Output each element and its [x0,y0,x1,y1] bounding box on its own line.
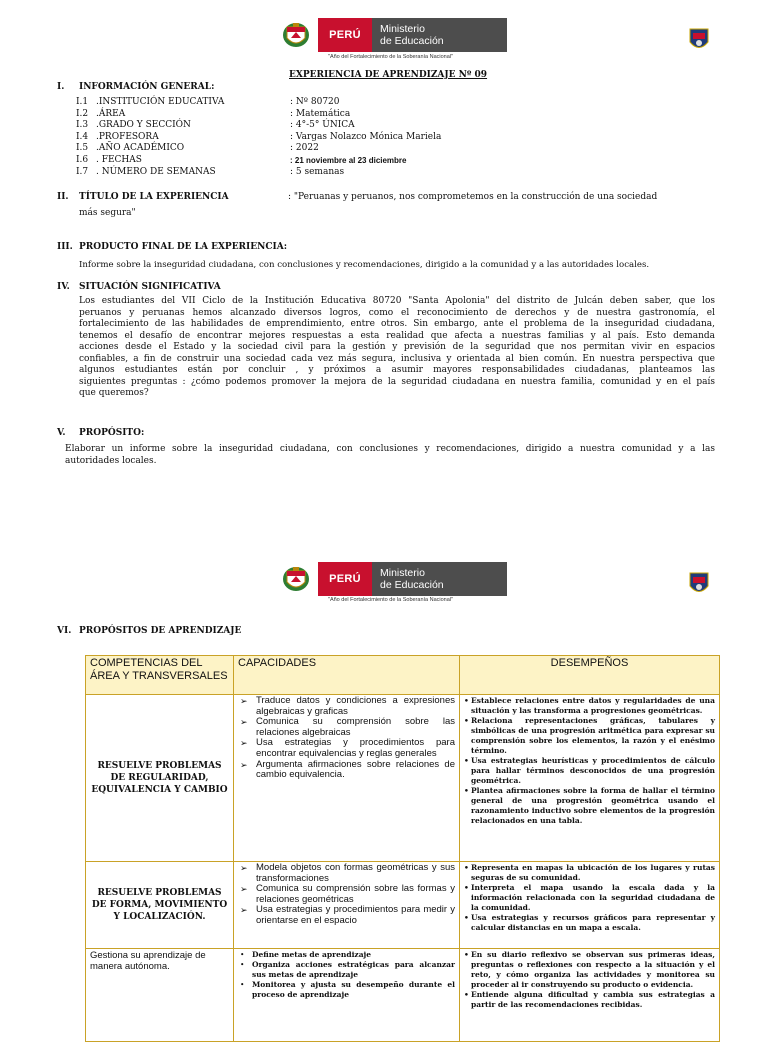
header-capacidades: CAPACIDADES [234,656,460,695]
info-label: .ÁREA [96,109,126,119]
section-2-num: II. [57,192,69,202]
desempenos-cell [460,949,720,1042]
competencia-cell: Gestiona su aprendizaje de manera autónoma. [86,949,234,1042]
section-1-num: I. [57,82,65,92]
info-num: I.5 [76,143,89,153]
header-competencias: COMPETENCIAS DEL ÁREA Y TRANSVERSALES [86,656,234,695]
desempeno-item: • Usa estrategias heurísticas y procedimientos de cálculo para hallar términos desconocidos de una progresión geométrica. [464,756,715,786]
info-num: I.1 [76,97,89,107]
info-value: : 2022 [290,143,319,153]
situation-line: peruanos y peruanas hemos alcanzado diversos logros, como el reconocimiento de derechos y de nuestra gastronomía, el [79,307,715,318]
capacidad-item: ➢ Usa estrategias y procedimientos para encontrar equivalencias y reglas generales [238,738,455,759]
info-num: I.7 [76,167,89,177]
capacidad-item: ➢ Traduce datos y condiciones a expresiones algebraicas y graficas [238,696,455,717]
capacidades-cell [234,862,460,949]
purpose-text [65,444,715,467]
capacidad-item: ➢ Comunica su comprensión sobre las formas y relaciones geométricas [238,884,455,905]
situation-line: que queremos? [79,388,149,398]
competencia-cell: RESUELVE PROBLEMAS DE FORMA, MOVIMIENTO Y LOCALIZACIÓN. [86,862,234,949]
school-shield-icon [689,27,709,53]
info-label: .PROFESORA [96,132,159,142]
situation-line: fortalecimiento de las habilidades de emprendimiento, entre otros. Sin embargo, ante el problema de la inseguridad ciudadana, [79,319,715,329]
table-row [86,862,720,949]
desempenos-cell [460,862,720,949]
desempeno-item: • Relaciona representaciones gráficas, tabulares y simbólicas de una progresión aritmética para expresar su comprensión sobre los elementos, la razón y el enésimo término. [464,716,715,756]
desempeno-item: • Plantea afirmaciones sobre la forma de hallar el término general de una progresión geométrica usando el razonamiento inductivo sobre elementos de la progresión relacionados en una tabla. [464,786,715,826]
table-row [86,949,720,1042]
capacidad-item: ➢ Argumenta afirmaciones sobre relaciones de cambio equivalencia. [238,760,455,781]
situation-line: confiables, a fin de construir una sociedad cada vez más segura, inclusiva y orientada al bien común. En nuestra perspectiva que [79,353,715,364]
situation-line: tenemos el desafío de encontrar mejores respuestas a esta realidad que afecta a nuestras familias y al país. Esto demanda [79,330,715,341]
info-label: . NÚMERO DE SEMANAS [96,167,216,177]
ministerio-line2: de Educación [380,35,444,47]
peru-coat-of-arms-icon [274,562,318,596]
final-product-text: Informe sobre la inseguridad ciudadana, con conclusiones y recomendaciones, dirigido a la comunidad y a las autoridades locales. [79,260,650,270]
info-value: : Matemática [290,109,351,119]
section-3-num: III. [57,242,73,252]
info-num: I.4 [76,132,89,142]
desempeno-item: • Representa en mapas la ubicación de los lugares y rutas seguras de su comunidad. [464,863,715,883]
situation-line: acciones desde el Estado y la sociedad civil para la gestión y previsión de la seguridad que nos permitan vivir en espacios [79,342,715,352]
capacidades-cell [234,949,460,1042]
peru-coat-of-arms-icon [274,18,318,52]
table-row [86,695,720,862]
ministry-banner-2 [274,562,507,596]
desempenos-cell [460,695,720,862]
ministerio-line1: Ministerio [380,23,425,35]
capacidad-item: • Monitorea y ajusta su desempeño durante el proceso de aprendizaje [238,980,455,1000]
info-num: I.3 [76,120,89,130]
info-value: : 21 noviembre al 23 diciembre [290,156,407,165]
capacidad-item: ➢ Modela objetos con formas geométricas y sus transformaciones [238,863,455,884]
situation-line: Los estudiantes del VII Ciclo de la Institución Educativa 80720 "Santa Apolonia" del distrito de Julcán deben saber, que los [79,296,715,306]
ministerio-brand [372,18,507,52]
info-num: I.2 [76,109,89,119]
ministerio-line2: de Educación [380,579,444,591]
experience-title-line1: : "Peruanas y peruanos, nos comprometemos en la construcción de una sociedad [288,192,658,202]
desempeno-item: • Entiende alguna dificultad y cambia sus estrategias a partir de las recomendaciones recibidas. [464,990,715,1010]
experience-title-line2: más segura" [79,208,136,218]
capacidad-item: • Define metas de aprendizaje [238,950,455,960]
situation-line: siguientes preguntas : ¿cómo podemos promover la mejora de la seguridad ciudadana en nuestra familia, comunidad y en el país [79,376,715,387]
section-5-num: V. [57,428,66,438]
doc-title: EXPERIENCIA DE APRENDIZAJE Nº 09 [289,70,488,80]
info-label: . FECHAS [96,155,142,165]
significant-situation [79,296,715,400]
capacidad-item: ➢ Usa estrategias y procedimientos para medir y orientarse en el espacio [238,905,455,926]
situation-line: algunos estudiantes están por concluir , y próximos a asumir mayores responsabilidades ciudadanas, planteamos las [79,365,715,375]
section-6-num: VI. [57,626,72,636]
capacidades-cell [234,695,460,862]
desempeno-item: • Usa estrategias y recursos gráficos para representar y calcular distancias en un mapa a escala. [464,913,715,933]
info-value: : 4°-5° ÚNICA [290,120,355,130]
info-label: .AÑO ACADÉMICO [96,143,185,153]
section-5-title: PROPÓSITO: [79,428,145,438]
info-label: .INSTITUCIÓN EDUCATIVA [96,97,225,107]
school-shield-icon [689,571,709,597]
ministerio-brand [372,562,507,596]
capacidad-item: • Organiza acciones estratégicas para alcanzar sus metas de aprendizaje [238,960,455,980]
section-6-title: PROPÓSITOS DE APRENDIZAJE [79,626,242,636]
desempeno-item: • En su diario reflexivo se observan sus primeras ideas, preguntas o reflexiones con respecto a la situación y el reto, y cómo organiza las actividades y monitorea su proceder al ir construyendo su producto o evidencia. [464,950,715,990]
motto: "Año del Fortalecimiento de la Soberanía Nacional" [328,54,453,60]
section-2-title: TÍTULO DE LA EXPERIENCIA [79,192,229,202]
info-value: : Nº 80720 [290,97,340,107]
section-1-title: INFORMACIÓN GENERAL: [79,82,215,92]
section-3-title: PRODUCTO FINAL DE LA EXPERIENCIA: [79,242,288,252]
purpose-line: Elaborar un informe sobre la inseguridad ciudadana, con conclusiones y recomendaciones, dirigido a nuestra comunidad y a las [65,444,715,454]
info-label: .GRADO Y SECCIÓN [96,120,191,130]
ministry-banner [274,18,507,52]
desempeno-item: • Establece relaciones entre datos y regularidades de una situación y las transforma a progresiones geométricas. [464,696,715,716]
peru-brand: PERÚ [318,562,372,596]
info-value: : Vargas Nolazco Mónica Mariela [290,132,442,142]
competencia-cell: RESUELVE PROBLEMAS DE REGULARIDAD, EQUIVALENCIA Y CAMBIO [86,695,234,862]
info-value: : 5 semanas [290,167,345,177]
desempeno-item: • Interpreta el mapa usando la escala dada y la información relacionada con la seguridad ciudadana de la comunidad. [464,883,715,913]
learning-purposes-table [85,655,720,1042]
table-header-row [86,656,720,695]
section-4-title: SITUACIÓN SIGNIFICATIVA [79,282,221,292]
header-desempenos: DESEMPEÑOS [460,656,720,695]
motto: "Año del Fortalecimiento de la Soberanía Nacional" [328,597,453,603]
section-4-num: IV. [57,282,70,292]
capacidad-item: ➢ Comunica su comprensión sobre las relaciones algebraicas [238,717,455,738]
info-num: I.6 [76,155,89,165]
peru-brand: PERÚ [318,18,372,52]
ministerio-line1: Ministerio [380,567,425,579]
purpose-line: autoridades locales. [65,455,157,466]
